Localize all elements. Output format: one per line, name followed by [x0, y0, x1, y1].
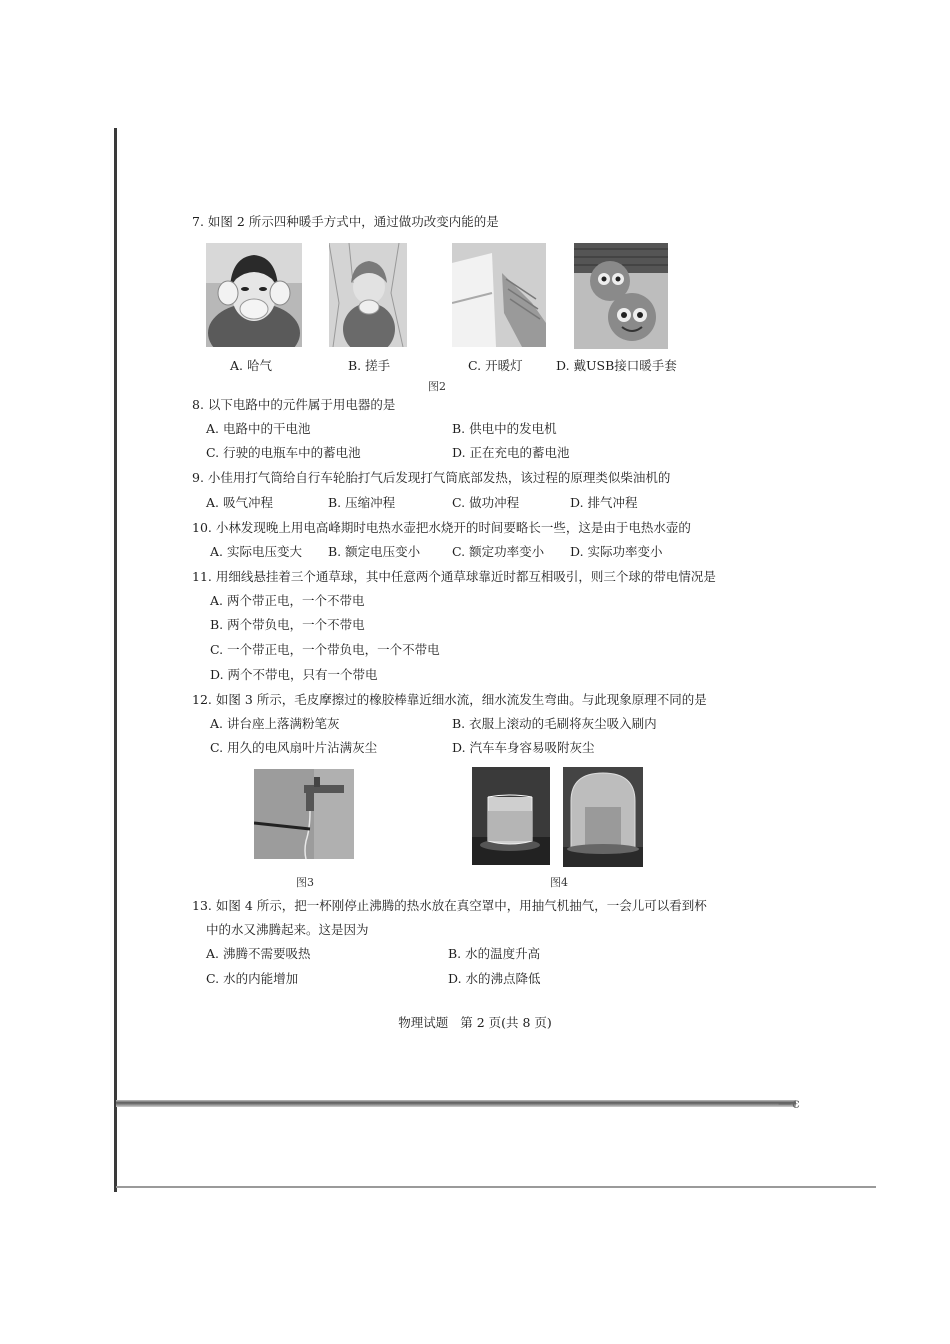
- q7-stem: 7. 如图 2 所示四种暖手方式中，通过做功改变内能的是: [192, 214, 499, 229]
- figure-3-label: 图3: [296, 876, 314, 889]
- q13-option-d: D. 水的沸点降低: [448, 971, 541, 986]
- q8-stem: 8. 以下电路中的元件属于用电器的是: [192, 397, 396, 412]
- footer-subject: 物理试题: [398, 1015, 449, 1030]
- q8-option-d: D. 正在充电的蓄电池: [452, 445, 570, 460]
- q11-stem: 11. 用细线悬挂着三个通草球，其中任意两个通草球靠近时都互相吸引，则三个球的带电情况是: [192, 569, 716, 584]
- scan-edge-left: [114, 128, 117, 1192]
- page-footer: [0, 1013, 950, 1031]
- q11-option-d: D. 两个不带电，只有一个带电: [210, 667, 378, 682]
- q10-stem: 10. 小林发现晚上用电高峰期时电热水壶把水烧开的时间要略长一些，这是由于电热水壶的: [192, 520, 691, 535]
- q9-option-a: A. 吸气冲程: [206, 495, 273, 510]
- footer-page-number: 第 2 页(共 8 页): [460, 1015, 552, 1030]
- figure-3-photo: [254, 769, 354, 859]
- q7-photo-a: [206, 243, 302, 347]
- q13-option-b: B. 水的温度升高: [448, 946, 541, 961]
- q9-option-c: C. 做功冲程: [452, 495, 520, 510]
- q7-caption-c: C. 开暖灯: [468, 358, 523, 373]
- q12-option-d: D. 汽车车身容易吸附灰尘: [452, 740, 595, 755]
- q13-option-a: A. 沸腾不需要吸热: [206, 946, 311, 961]
- q11-option-c: C. 一个带正电，一个带负电，一个不带电: [210, 642, 440, 657]
- q12-option-c: C. 用久的电风扇叶片沾满灰尘: [210, 740, 378, 755]
- q8-option-c: C. 行驶的电瓶车中的蓄电池: [206, 445, 361, 460]
- q12-option-a: A. 讲台座上落满粉笔灰: [210, 716, 340, 731]
- q9-option-d: D. 排气冲程: [570, 495, 638, 510]
- figure-4-label: 图4: [550, 876, 568, 889]
- q8-option-a: A. 电路中的干电池: [206, 421, 311, 436]
- q9-stem: 9. 小佳用打气筒给自行车轮胎打气后发现打气筒底部发热，该过程的原理类似柴油机的: [192, 470, 671, 485]
- q13-option-c: C. 水的内能增加: [206, 971, 299, 986]
- q7-caption-d: D. 戴USB接口暖手套: [556, 358, 677, 373]
- q10-option-c: C. 额定功率变小: [452, 544, 545, 559]
- q12-option-b: B. 衣服上滚动的毛刷将灰尘吸入刷内: [452, 716, 657, 731]
- q10-option-b: B. 额定电压变小: [328, 544, 421, 559]
- figure-4-photo-beaker: [472, 767, 550, 865]
- q13-stem-line-1: 13. 如图 4 所示，把一杯刚停止沸腾的热水放在真空罩中，用抽气机抽气，一会儿可以看到杯: [192, 898, 707, 913]
- q9-option-b: B. 压缩冲程: [328, 495, 396, 510]
- scan-edge-bottom-line: [116, 1186, 876, 1188]
- q11-option-b: B. 两个带负电，一个不带电: [210, 617, 365, 632]
- figure-4-photo-vacuum-jar: [563, 767, 643, 867]
- q12-stem: 12. 如图 3 所示，毛皮摩擦过的橡胶棒靠近细水流，细水流发生弯曲。与此现象原理不同的是: [192, 692, 707, 707]
- q7-photo-d: [574, 243, 668, 349]
- q7-photo-b: [329, 243, 407, 347]
- q8-option-b: B. 供电中的发电机: [452, 421, 557, 436]
- q13-stem-line-2: 中的水又沸腾起来。这是因为: [206, 922, 369, 937]
- q7-photo-c: [452, 243, 546, 347]
- q10-option-d: D. 实际功率变小: [570, 544, 663, 559]
- figure-2-label: 图2: [428, 380, 446, 393]
- q11-option-a: A. 两个带正电，一个不带电: [210, 593, 365, 608]
- scan-edge-bottom: [116, 1100, 796, 1107]
- scan-mark-icon: —є: [778, 1096, 800, 1112]
- q7-caption-a: A. 哈气: [230, 358, 272, 373]
- q7-caption-b: B. 搓手: [348, 358, 391, 373]
- q10-option-a: A. 实际电压变大: [210, 544, 302, 559]
